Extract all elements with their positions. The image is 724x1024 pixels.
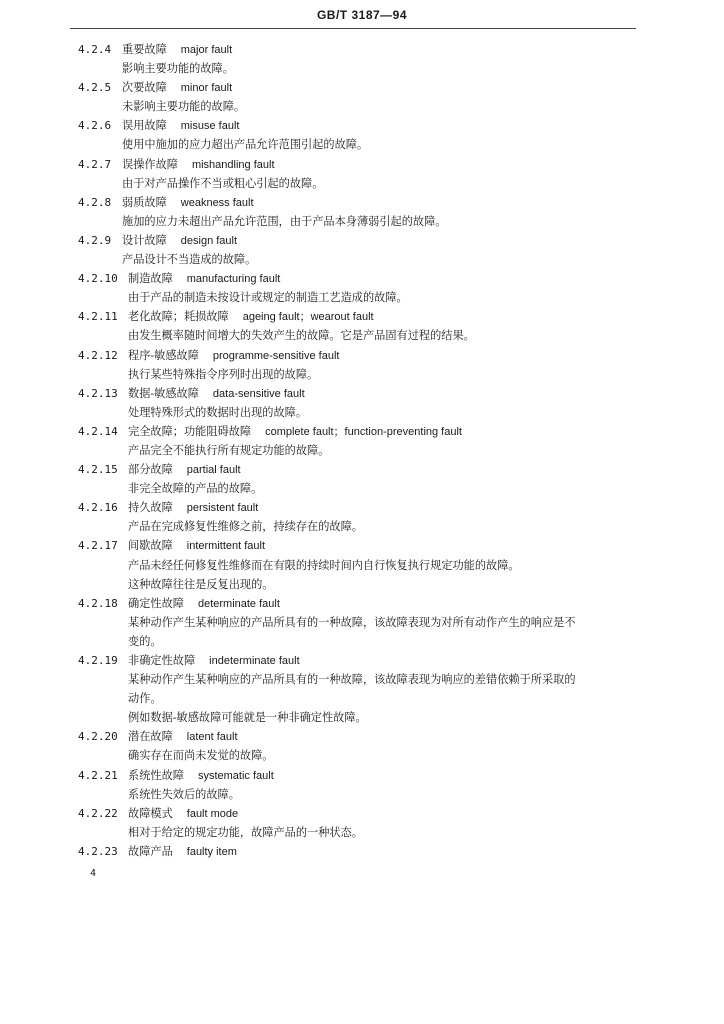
term-english: manufacturing fault bbox=[186, 273, 281, 286]
term-chinese: 完全故障；功能阻碍故障 bbox=[128, 424, 252, 438]
term-english: mishandling fault bbox=[191, 158, 275, 171]
term-title bbox=[128, 842, 237, 862]
term-english: fault mode bbox=[186, 807, 239, 820]
term-title bbox=[128, 536, 265, 556]
term-heading bbox=[0, 231, 724, 250]
term-heading bbox=[0, 155, 724, 174]
definition-line: 系统性失效后的故障。 bbox=[128, 787, 240, 801]
term-title bbox=[128, 594, 280, 614]
term-heading bbox=[0, 498, 724, 517]
clause-number: 4.2.11 bbox=[78, 310, 118, 324]
term-chinese: 弱质故障 bbox=[122, 195, 167, 209]
definition-line: 非完全故障的产品的故障。 bbox=[128, 482, 263, 496]
definition-line: 未影响主要功能的故障。 bbox=[122, 100, 246, 114]
header-divider bbox=[70, 28, 636, 29]
clause-number: 4.2.22 bbox=[78, 806, 118, 820]
term-title bbox=[128, 346, 339, 366]
definition-line: 影响主要功能的故障。 bbox=[122, 62, 234, 76]
definition-line: 施加的应力未超出产品允许范围，由于产品本身薄弱引起的故障。 bbox=[122, 214, 447, 228]
term-title bbox=[122, 116, 239, 136]
term-english: major fault bbox=[180, 44, 233, 56]
term-entry bbox=[0, 727, 724, 765]
term-heading bbox=[0, 804, 724, 823]
term-entry bbox=[0, 40, 724, 78]
clause-number: 4.2.20 bbox=[78, 730, 118, 744]
term-heading bbox=[0, 40, 724, 59]
clause-number: 4.2.19 bbox=[78, 654, 118, 667]
definition-line: 动作。 bbox=[128, 692, 162, 706]
clause-number: 4.2.12 bbox=[78, 348, 118, 362]
term-heading bbox=[0, 842, 724, 861]
clause-number: 4.2.7 bbox=[78, 157, 112, 171]
term-definition bbox=[0, 746, 724, 765]
term-title bbox=[122, 40, 232, 60]
term-definition bbox=[0, 403, 724, 422]
term-definition bbox=[0, 785, 724, 804]
term-title bbox=[122, 231, 237, 251]
term-title bbox=[122, 78, 232, 98]
term-english: determinate fault bbox=[197, 597, 280, 610]
term-chinese: 潜在故障 bbox=[128, 730, 173, 744]
term-chinese: 非确定性故障 bbox=[128, 654, 196, 667]
definition-line: 确实存在而尚未发觉的故障。 bbox=[128, 749, 274, 763]
clause-number: 4.2.23 bbox=[78, 844, 118, 858]
term-title bbox=[128, 460, 241, 480]
term-english: ageing fault；wearout fault bbox=[242, 311, 374, 324]
term-entry bbox=[0, 193, 724, 231]
definition-line: 产品完全不能执行所有规定功能的故障。 bbox=[128, 443, 330, 457]
term-english: latent fault bbox=[186, 731, 238, 744]
term-chinese: 故障模式 bbox=[128, 806, 173, 820]
term-heading bbox=[0, 116, 724, 135]
term-entry bbox=[0, 116, 724, 154]
term-chinese: 数据-敏感故障 bbox=[128, 386, 199, 400]
definition-line: 产品在完成修复性维修之前，持续存在的故障。 bbox=[128, 520, 363, 534]
page-header bbox=[0, 8, 724, 22]
clause-number: 4.2.10 bbox=[78, 272, 118, 286]
clause-number: 4.2.8 bbox=[78, 195, 112, 209]
term-title bbox=[128, 651, 300, 671]
term-heading bbox=[0, 193, 724, 212]
term-heading bbox=[0, 536, 724, 555]
definition-line: 使用中施加的应力超出产品允许范围引起的故障。 bbox=[122, 138, 369, 152]
clause-number: 4.2.6 bbox=[78, 119, 112, 133]
term-entry bbox=[0, 536, 724, 593]
term-english: intermittent fault bbox=[186, 540, 266, 553]
term-chinese: 制造故障 bbox=[128, 272, 173, 286]
term-definition bbox=[0, 517, 724, 536]
term-chinese: 确定性故障 bbox=[128, 596, 184, 610]
term-entry bbox=[0, 766, 724, 804]
term-english: partial fault bbox=[186, 464, 241, 477]
term-chinese: 次要故障 bbox=[122, 81, 167, 95]
term-heading bbox=[0, 727, 724, 746]
term-chinese: 误操作故障 bbox=[122, 157, 178, 171]
clause-number: 4.2.18 bbox=[78, 596, 118, 610]
term-entry bbox=[0, 594, 724, 651]
term-definition bbox=[0, 441, 724, 460]
term-english: minor fault bbox=[180, 82, 233, 95]
term-chinese: 故障产品 bbox=[128, 844, 173, 858]
definition-line: 产品未经任何修复性维修而在有限的持续时间内自行恢复执行规定功能的故障。 bbox=[128, 558, 520, 572]
term-definition bbox=[0, 288, 724, 307]
term-definition bbox=[0, 135, 724, 154]
term-english: complete fault；function-preventing fault bbox=[265, 425, 462, 438]
term-entry bbox=[0, 460, 724, 498]
term-chinese: 部分故障 bbox=[128, 463, 173, 477]
term-heading bbox=[0, 594, 724, 613]
term-definition bbox=[0, 823, 724, 842]
term-title bbox=[128, 804, 238, 824]
term-title bbox=[128, 766, 274, 786]
term-definition bbox=[0, 250, 724, 269]
term-heading bbox=[0, 422, 724, 441]
term-definition bbox=[0, 365, 724, 384]
term-definition bbox=[0, 174, 724, 193]
term-entry bbox=[0, 155, 724, 193]
clause-number: 4.2.16 bbox=[78, 501, 118, 515]
clause-number: 4.2.14 bbox=[78, 424, 118, 438]
term-title bbox=[128, 422, 462, 442]
term-english: faulty item bbox=[186, 845, 237, 858]
term-definition bbox=[0, 613, 724, 651]
term-entry bbox=[0, 269, 724, 307]
term-definition bbox=[0, 326, 724, 345]
term-definition bbox=[0, 97, 724, 116]
term-english: programme-sensitive fault bbox=[212, 349, 340, 362]
term-definition bbox=[0, 556, 724, 594]
definition-line: 相对于给定的规定功能，故障产品的一种状态。 bbox=[128, 825, 363, 839]
clause-number: 4.2.13 bbox=[78, 386, 118, 400]
definition-line: 变的。 bbox=[128, 634, 162, 648]
term-entry bbox=[0, 422, 724, 460]
term-english: data-sensitive fault bbox=[212, 387, 305, 400]
term-entry bbox=[0, 498, 724, 536]
term-entries bbox=[0, 40, 724, 861]
term-chinese: 重要故障 bbox=[122, 43, 167, 56]
definition-line: 由发生概率随时间增大的失效产生的故障。它是产品固有过程的结果。 bbox=[128, 329, 475, 343]
term-chinese: 误用故障 bbox=[122, 119, 167, 133]
clause-number: 4.2.17 bbox=[78, 539, 118, 553]
term-heading bbox=[0, 651, 724, 670]
term-entry bbox=[0, 307, 724, 345]
term-english: weakness fault bbox=[180, 196, 254, 209]
term-title bbox=[128, 307, 374, 327]
term-title bbox=[128, 727, 238, 747]
term-title bbox=[122, 155, 275, 175]
term-heading bbox=[0, 346, 724, 365]
term-definition bbox=[0, 59, 724, 78]
term-title bbox=[128, 269, 280, 289]
term-title bbox=[122, 193, 254, 213]
term-definition bbox=[0, 670, 724, 727]
clause-number: 4.2.4 bbox=[78, 43, 112, 56]
term-heading bbox=[0, 766, 724, 785]
definition-line: 处理特殊形式的数据时出现的故障。 bbox=[128, 405, 308, 419]
definition-line: 某种动作产生某种响应的产品所具有的一种故障，该故障表现为响应的差错依赖于所采取的 bbox=[128, 673, 576, 687]
clause-number: 4.2.21 bbox=[78, 768, 118, 782]
clause-number: 4.2.5 bbox=[78, 81, 112, 95]
term-heading bbox=[0, 269, 724, 288]
definition-line: 例如数据-敏感故障可能就是一种非确定性故障。 bbox=[128, 711, 367, 725]
clause-number: 4.2.15 bbox=[78, 463, 118, 477]
term-heading bbox=[0, 78, 724, 97]
term-english: persistent fault bbox=[186, 502, 259, 515]
definition-line: 由于对产品操作不当或粗心引起的故障。 bbox=[122, 176, 324, 190]
term-title bbox=[128, 498, 258, 518]
definition-line: 执行某些特殊指令序列时出现的故障。 bbox=[128, 367, 319, 381]
term-english: systematic fault bbox=[197, 769, 274, 782]
term-entry bbox=[0, 78, 724, 116]
definition-line: 由于产品的制造未按设计或规定的制造工艺造成的故障。 bbox=[128, 291, 408, 305]
term-chinese: 间歇故障 bbox=[128, 539, 173, 553]
term-entry bbox=[0, 346, 724, 384]
term-entry bbox=[0, 804, 724, 842]
standard-code: GB/T 3187—94 bbox=[316, 8, 408, 22]
term-english: indeterminate fault bbox=[209, 655, 300, 667]
term-english: misuse fault bbox=[180, 120, 240, 133]
term-entry bbox=[0, 651, 724, 727]
term-definition bbox=[0, 479, 724, 498]
term-heading bbox=[0, 384, 724, 403]
term-english: design fault bbox=[180, 234, 238, 247]
definition-line: 这种故障往往是反复出现的。 bbox=[128, 577, 274, 591]
term-chinese: 老化故障；耗损故障 bbox=[128, 310, 229, 324]
term-chinese: 设计故障 bbox=[122, 233, 167, 247]
term-chinese: 程序-敏感故障 bbox=[128, 348, 199, 362]
term-chinese: 持久故障 bbox=[128, 501, 173, 515]
term-entry bbox=[0, 384, 724, 422]
term-definition bbox=[0, 212, 724, 231]
term-title bbox=[128, 384, 305, 404]
term-entry bbox=[0, 231, 724, 269]
definition-line: 产品设计不当造成的故障。 bbox=[122, 253, 257, 267]
term-chinese: 系统性故障 bbox=[128, 768, 184, 782]
term-entry bbox=[0, 842, 724, 861]
term-heading bbox=[0, 460, 724, 479]
clause-number: 4.2.9 bbox=[78, 233, 112, 247]
page-number: 4 bbox=[90, 868, 97, 879]
term-heading bbox=[0, 307, 724, 326]
definition-line: 某种动作产生某种响应的产品所具有的一种故障，该故障表现为对所有动作产生的响应是不 bbox=[128, 615, 576, 629]
